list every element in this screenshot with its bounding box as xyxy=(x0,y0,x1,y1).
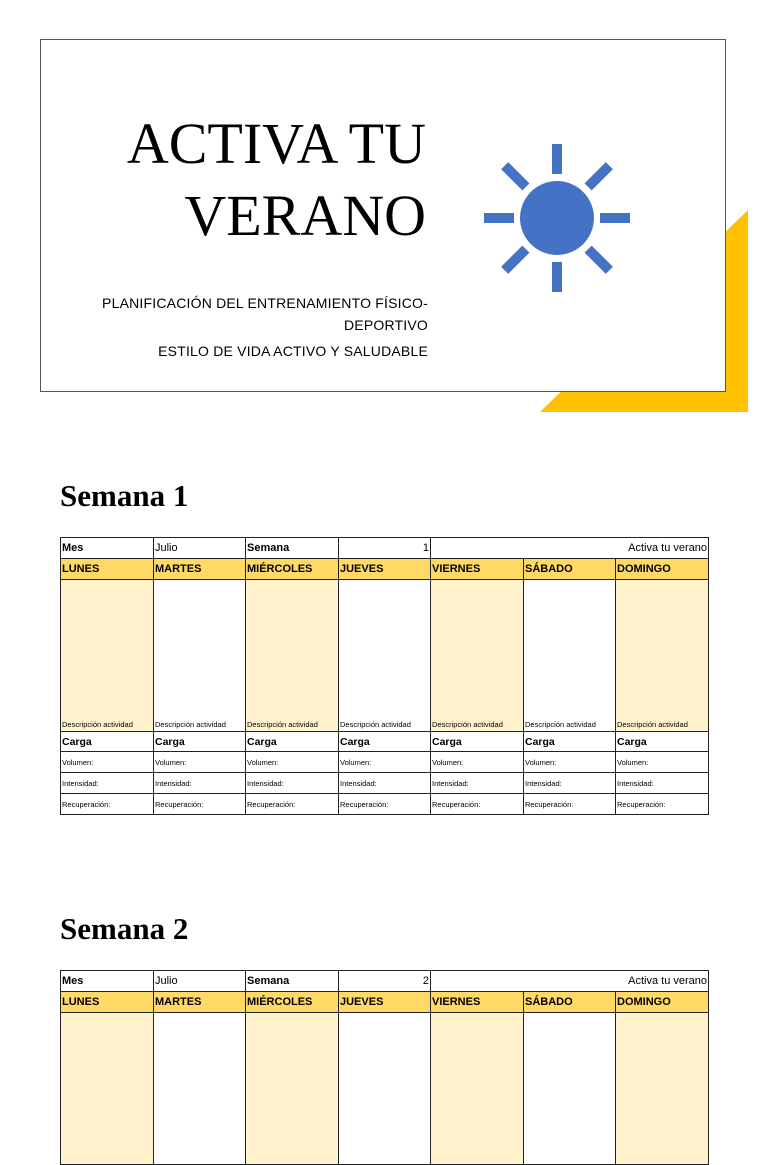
week-plan-table xyxy=(60,537,709,815)
day-header: MIÉRCOLES xyxy=(246,992,339,1013)
activity-description-cell[interactable] xyxy=(431,1013,524,1165)
cover-title-line1: ACTIVA TU xyxy=(126,111,426,176)
carga-cell[interactable]: Carga xyxy=(61,732,154,752)
mes-label: Mes xyxy=(61,971,154,992)
volumen-cell[interactable]: Volumen: xyxy=(246,752,339,773)
mes-value[interactable]: Julio xyxy=(154,538,246,559)
intensidad-cell[interactable]: Intensidad: xyxy=(616,773,709,794)
day-header: VIERNES xyxy=(431,559,524,580)
week-heading: Semana 2 xyxy=(60,911,189,946)
recuperacion-cell[interactable]: Recuperación: xyxy=(616,794,709,815)
carga-cell[interactable]: Carga xyxy=(154,732,246,752)
activity-description-cell[interactable] xyxy=(154,1013,246,1165)
volumen-cell[interactable]: Volumen: xyxy=(339,752,431,773)
day-header: JUEVES xyxy=(339,559,431,580)
mes-value[interactable]: Julio xyxy=(154,971,246,992)
semana-value[interactable]: 1 xyxy=(339,538,431,559)
day-header: VIERNES xyxy=(431,992,524,1013)
sun-icon xyxy=(478,140,638,300)
carga-cell[interactable]: Carga xyxy=(339,732,431,752)
semana-label: Semana xyxy=(246,538,339,559)
day-header: JUEVES xyxy=(339,992,431,1013)
cover-title-line2: VERANO xyxy=(184,183,426,248)
carga-cell[interactable]: Carga xyxy=(431,732,524,752)
volumen-cell[interactable]: Volumen: xyxy=(616,752,709,773)
activity-description-cell[interactable] xyxy=(339,1013,431,1165)
carga-cell[interactable]: Carga xyxy=(616,732,709,752)
recuperacion-cell[interactable]: Recuperación: xyxy=(431,794,524,815)
day-header: MIÉRCOLES xyxy=(246,559,339,580)
week-plan-table xyxy=(60,970,709,1165)
recuperacion-cell[interactable]: Recuperación: xyxy=(524,794,616,815)
day-header: DOMINGO xyxy=(616,992,709,1013)
day-header: SÁBADO xyxy=(524,559,616,580)
recuperacion-cell[interactable]: Recuperación: xyxy=(61,794,154,815)
carga-cell[interactable]: Carga xyxy=(524,732,616,752)
cover-title xyxy=(127,108,426,252)
day-header: MARTES xyxy=(154,559,246,580)
day-header: MARTES xyxy=(154,992,246,1013)
recuperacion-cell[interactable]: Recuperación: xyxy=(246,794,339,815)
brand-label: Activa tu verano xyxy=(431,538,709,559)
activity-description-cell[interactable]: Descripción actividad xyxy=(524,580,616,732)
volumen-cell[interactable]: Volumen: xyxy=(524,752,616,773)
activity-description-cell[interactable]: Descripción actividad xyxy=(61,580,154,732)
day-header: LUNES xyxy=(61,992,154,1013)
intensidad-cell[interactable]: Intensidad: xyxy=(154,773,246,794)
activity-description-cell[interactable] xyxy=(61,1013,154,1165)
brand-label: Activa tu verano xyxy=(431,971,709,992)
cover-tagline: ESTILO DE VIDA ACTIVO Y SALUDABLE xyxy=(158,343,428,359)
mes-label: Mes xyxy=(61,538,154,559)
day-header: LUNES xyxy=(61,559,154,580)
activity-description-cell[interactable] xyxy=(246,1013,339,1165)
cover-subtitle: PLANIFICACIÓN DEL ENTRENAMIENTO FÍSICO-DEPORTIVO xyxy=(102,295,428,333)
activity-description-cell[interactable]: Descripción actividad xyxy=(154,580,246,732)
activity-description-cell[interactable]: Descripción actividad xyxy=(616,580,709,732)
volumen-cell[interactable]: Volumen: xyxy=(431,752,524,773)
semana-value[interactable]: 2 xyxy=(339,971,431,992)
recuperacion-cell[interactable]: Recuperación: xyxy=(154,794,246,815)
activity-description-cell[interactable] xyxy=(524,1013,616,1165)
recuperacion-cell[interactable]: Recuperación: xyxy=(339,794,431,815)
intensidad-cell[interactable]: Intensidad: xyxy=(339,773,431,794)
activity-description-cell[interactable]: Descripción actividad xyxy=(431,580,524,732)
intensidad-cell[interactable]: Intensidad: xyxy=(524,773,616,794)
week-heading: Semana 1 xyxy=(60,478,189,513)
activity-description-cell[interactable] xyxy=(616,1013,709,1165)
intensidad-cell[interactable]: Intensidad: xyxy=(246,773,339,794)
activity-description-cell[interactable]: Descripción actividad xyxy=(339,580,431,732)
intensidad-cell[interactable]: Intensidad: xyxy=(61,773,154,794)
intensidad-cell[interactable]: Intensidad: xyxy=(431,773,524,794)
volumen-cell[interactable]: Volumen: xyxy=(61,752,154,773)
day-header: SÁBADO xyxy=(524,992,616,1013)
semana-label: Semana xyxy=(246,971,339,992)
volumen-cell[interactable]: Volumen: xyxy=(154,752,246,773)
day-header: DOMINGO xyxy=(616,559,709,580)
activity-description-cell[interactable]: Descripción actividad xyxy=(246,580,339,732)
carga-cell[interactable]: Carga xyxy=(246,732,339,752)
